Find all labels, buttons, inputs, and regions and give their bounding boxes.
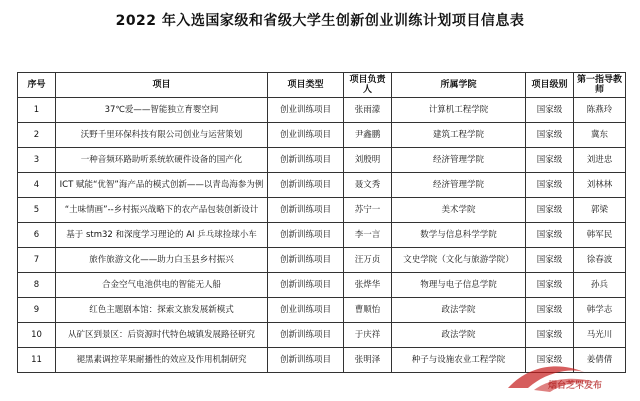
cell-level: 国家级	[526, 198, 574, 223]
cell-mentor: 陈燕玲	[574, 98, 626, 123]
header-college: 所属学院	[392, 73, 526, 98]
cell-leader: 刘殷明	[344, 148, 392, 173]
cell-type: 创新训练项目	[268, 173, 344, 198]
cell-mentor: 徐春波	[574, 248, 626, 273]
cell-leader: 于庆祥	[344, 323, 392, 348]
cell-project: 37℃爱——智能独立育婴空间	[56, 98, 268, 123]
cell-leader: 汪万贞	[344, 248, 392, 273]
cell-type: 创新训练项目	[268, 148, 344, 173]
document-title: 2022 年入选国家级和省级大学生创新创业训练计划项目信息表	[115, 13, 525, 29]
cell-no: 1	[18, 98, 56, 123]
header-leader: 项目负责人	[344, 73, 392, 98]
cell-mentor: 刘林林	[574, 173, 626, 198]
cell-type: 创新训练项目	[268, 348, 344, 373]
table-row	[18, 298, 626, 323]
cell-mentor: 郭梁	[574, 198, 626, 223]
cell-type: 创业训练项目	[268, 98, 344, 123]
cell-no: 6	[18, 223, 56, 248]
cell-leader: 尹鑫鹏	[344, 123, 392, 148]
header-type: 项目类型	[268, 73, 344, 98]
cell-type: 创新训练项目	[268, 323, 344, 348]
cell-no: 7	[18, 248, 56, 273]
cell-no: 8	[18, 273, 56, 298]
cell-level: 国家级	[526, 123, 574, 148]
cell-type: 创新训练项目	[268, 248, 344, 273]
cell-level: 国家级	[526, 298, 574, 323]
table-header-row	[18, 73, 626, 98]
table-row	[18, 273, 626, 298]
header-project: 项目	[56, 73, 268, 98]
cell-type: 创业训练项目	[268, 298, 344, 323]
cell-college: 经济管理学院	[392, 173, 526, 198]
cell-level: 国家级	[526, 323, 574, 348]
cell-leader: 曹顺怡	[344, 298, 392, 323]
project-table	[17, 72, 626, 373]
cell-no: 3	[18, 148, 56, 173]
cell-no: 10	[18, 323, 56, 348]
cell-college: 美术学院	[392, 198, 526, 223]
cell-level: 国家级	[526, 248, 574, 273]
cell-mentor: 孙兵	[574, 273, 626, 298]
cell-project: 一种音频环路助听系统软硬件设备的国产化	[56, 148, 268, 173]
cell-level: 国家级	[526, 98, 574, 123]
cell-project: 合金空气电池供电的智能无人船	[56, 273, 268, 298]
cell-leader: 聂文秀	[344, 173, 392, 198]
cell-type: 创新训练项目	[268, 198, 344, 223]
table-row	[18, 98, 626, 123]
cell-mentor: 刘进忠	[574, 148, 626, 173]
cell-type: 创新训练项目	[268, 223, 344, 248]
cell-project: 旅作旅游文化——助力白玉县乡村振兴	[56, 248, 268, 273]
cell-college: 经济管理学院	[392, 148, 526, 173]
cell-project: 褪黑素调控苹果耐播性的效应及作用机制研究	[56, 348, 268, 373]
cell-leader: 张明泽	[344, 348, 392, 373]
cell-college: 种子与设施农业工程学院	[392, 348, 526, 373]
cell-level: 国家级	[526, 148, 574, 173]
cell-project: “土味情画”--乡村振兴战略下的农产品包装创新设计	[56, 198, 268, 223]
cell-project: 红色主题剧本馆：探索文旅发展新模式	[56, 298, 268, 323]
table-row	[18, 198, 626, 223]
header-no: 序号	[18, 73, 56, 98]
cell-project: 从矿区到景区：后资源时代特色城镇发展路径研究	[56, 323, 268, 348]
cell-level: 国家级	[526, 348, 574, 373]
cell-leader: 李一言	[344, 223, 392, 248]
cell-leader: 张雨濛	[344, 98, 392, 123]
table-row	[18, 148, 626, 173]
cell-no: 11	[18, 348, 56, 373]
watermark-text: 烟台芝罘发布	[548, 381, 603, 391]
table-row	[18, 123, 626, 148]
cell-type: 创业训练项目	[268, 123, 344, 148]
cell-no: 9	[18, 298, 56, 323]
table-row	[18, 223, 626, 248]
cell-college: 政法学院	[392, 298, 526, 323]
cell-college: 数学与信息科学学院	[392, 223, 526, 248]
cell-college: 政法学院	[392, 323, 526, 348]
cell-mentor: 马光川	[574, 323, 626, 348]
header-mentor: 第一指导教师	[574, 73, 626, 98]
cell-mentor: 姜倩倩	[574, 348, 626, 373]
cell-level: 国家级	[526, 273, 574, 298]
table-row	[18, 173, 626, 198]
cell-mentor: 韩学志	[574, 298, 626, 323]
cell-project: ICT 赋能“优智”海产品的模式创新——以青岛海参为例	[56, 173, 268, 198]
cell-mentor: 韩军民	[574, 223, 626, 248]
header-level: 项目级别	[526, 73, 574, 98]
cell-project: 基于 stm32 和深度学习理论的 AI 乒乓球捡球小车	[56, 223, 268, 248]
cell-no: 5	[18, 198, 56, 223]
table-row	[18, 248, 626, 273]
cell-leader: 苏宁一	[344, 198, 392, 223]
cell-college: 计算机工程学院	[392, 98, 526, 123]
cell-mentor: 冀东	[574, 123, 626, 148]
cell-level: 国家级	[526, 223, 574, 248]
cell-level: 国家级	[526, 173, 574, 198]
cell-college: 建筑工程学院	[392, 123, 526, 148]
table-row	[18, 323, 626, 348]
cell-type: 创新训练项目	[268, 273, 344, 298]
cell-project: 沃野千里环保科技有限公司创业与运营策划	[56, 123, 268, 148]
cell-college: 物理与电子信息学院	[392, 273, 526, 298]
cell-college: 文史学院（文化与旅游学院）	[392, 248, 526, 273]
cell-no: 2	[18, 123, 56, 148]
cell-leader: 张烨华	[344, 273, 392, 298]
cell-no: 4	[18, 173, 56, 198]
